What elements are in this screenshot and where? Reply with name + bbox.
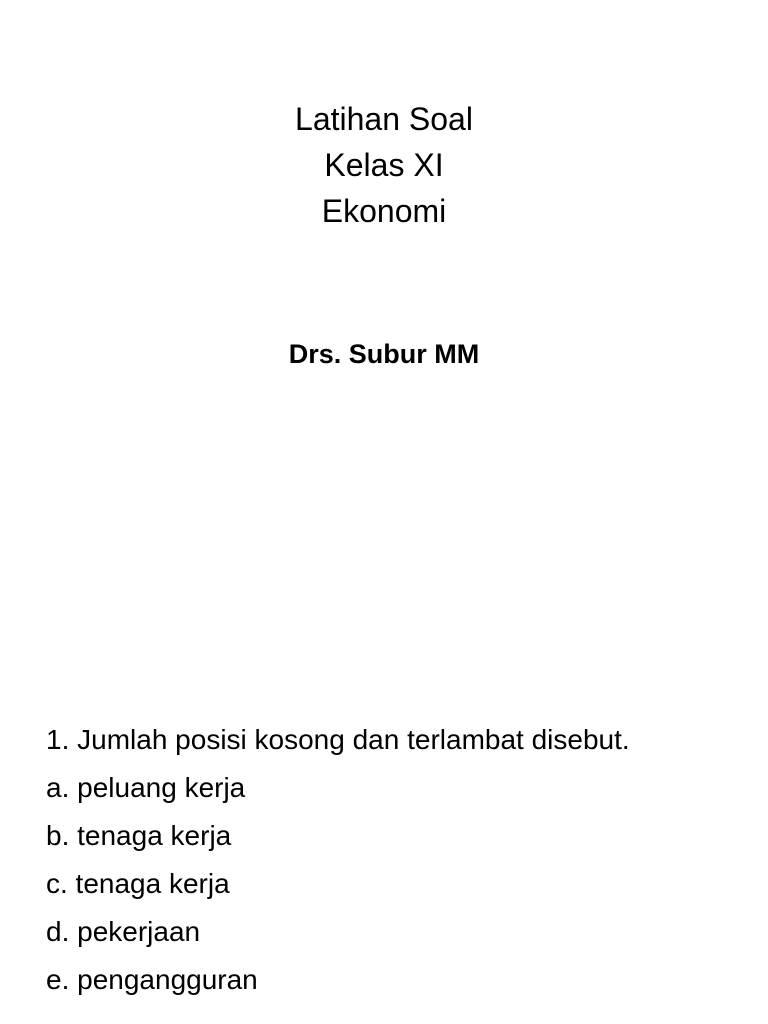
answer-option-b: b. tenaga kerja	[46, 820, 232, 851]
title-line-1: Latihan Soal	[295, 101, 473, 137]
answer-option-c: c. tenaga kerja	[46, 868, 230, 899]
slide-title	[0, 96, 768, 234]
title-line-3: Ekonomi	[321, 193, 447, 229]
author-name: Drs. Subur MM	[288, 339, 480, 369]
answer-option-d: d. pekerjaan	[46, 916, 201, 947]
answer-option-e: e. pengangguran	[46, 964, 258, 995]
question-block	[46, 716, 746, 1004]
answer-option-a: a. peluang kerja	[46, 772, 246, 803]
title-line-2: Kelas XI	[324, 147, 444, 183]
question-text: 1. Jumlah posisi kosong dan terlambat disebut.	[46, 724, 630, 755]
